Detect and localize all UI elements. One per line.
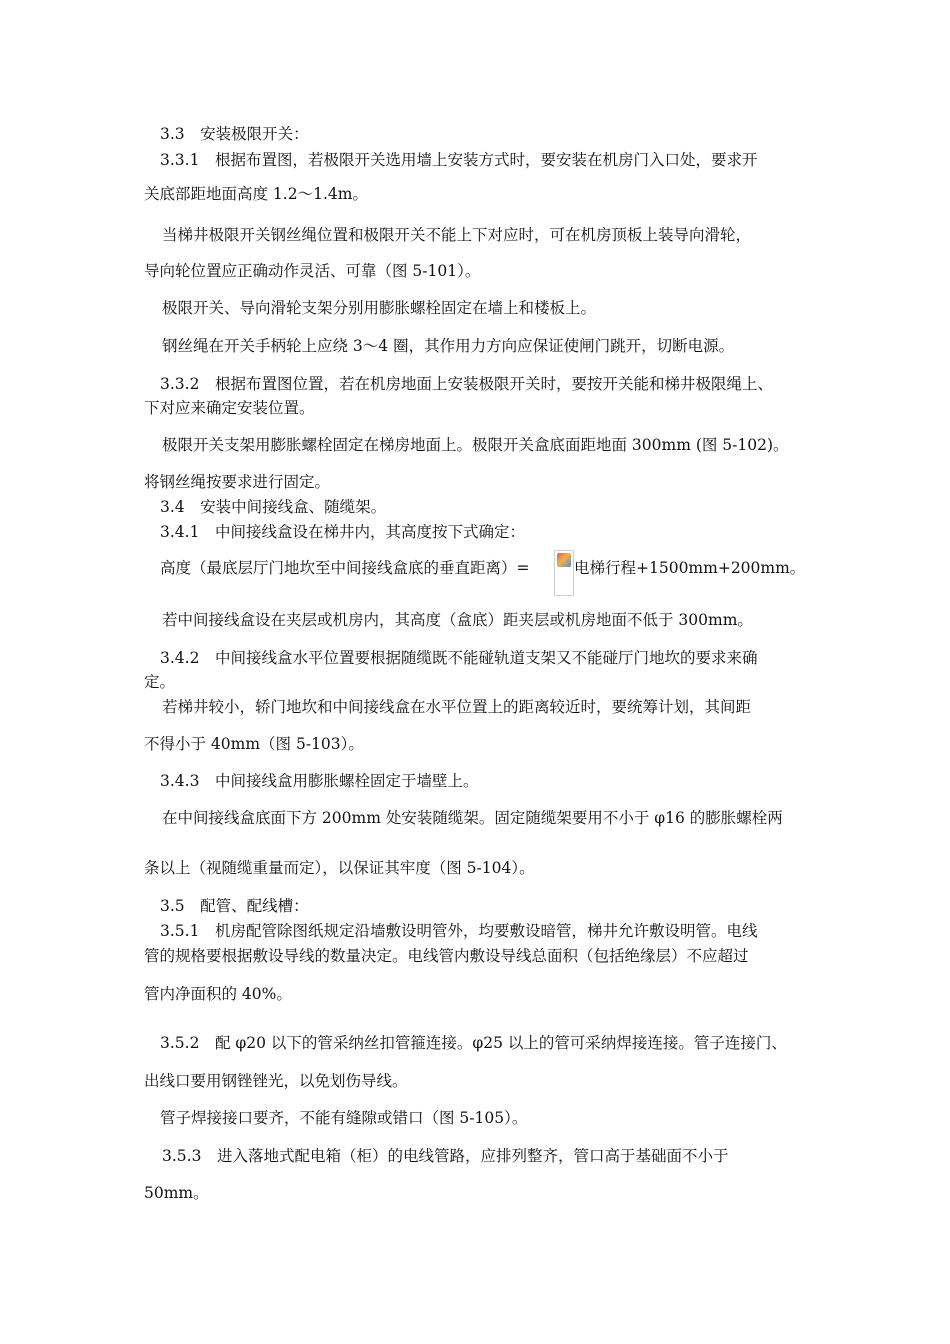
section-3-5-heading: 3.5 配管、配线槽： [160,897,309,915]
paragraph: 不得小于 40mm（图 5-103）。 [144,735,364,753]
paragraph: 若梯井较小，轿门地坎和中间接线盒在水平位置上的距离较近时，要统筹计划，其间距 [162,698,752,716]
formula-right: 电梯行程+1500mm+200mm。 [574,559,806,577]
paragraph: 3.3.1 根据布置图，若极限开关选用墙上安装方式时，要安装在机房门入口处，要求开 [160,151,758,169]
paragraph: 3.4.3 中间接线盒用膨胀螺栓固定于墙壁上。 [160,772,479,790]
paragraph: 3.5.1 机房配管除图纸规定沿墙敷设明管外，均要敷设暗管，梯井允许敷设明管。电线 [160,922,758,940]
paragraph: 在中间接线盒底面下方 200mm 处安装随缆架。固定随缆架要用不小于 φ16 的膨胀螺栓两 [162,809,783,827]
paragraph: 管子焊接接口要齐，不能有缝隙或错口（图 5-105）。 [160,1109,528,1127]
paragraph: 50mm。 [144,1184,209,1202]
paragraph: 关底部距地面高度 1.2～1.4m。 [144,185,368,203]
paragraph: 3.5.3 进入落地式配电箱（柜）的电线管路，应排列整齐，管口高于基础面不小于 [162,1147,729,1165]
paragraph: 导向轮位置应正确动作灵活、可靠（图 5-101）。 [144,262,481,280]
paragraph: 当梯井极限开关钢丝绳位置和极限开关不能上下对应时，可在机房顶板上装导向滑轮， [162,226,752,244]
paragraph: 定。 [144,673,176,691]
paragraph: 下对应来确定安装位置。 [144,399,315,417]
paragraph: 极限开关支架用膨胀螺栓固定在梯房地面上。极限开关盒底面距地面 300mm (图 5-102)。 [162,436,789,454]
paragraph: 出线口要用钢锉锉光，以免划伤导线。 [144,1072,408,1090]
paragraph: 钢丝绳在开关手柄轮上应绕 3～4 圈，其作用力方向应保证使闸门跳开，切断电源。 [162,337,735,355]
section-3-4-heading: 3.4 安装中间接线盒、随缆架。 [160,498,387,516]
paragraph: 3.4.2 中间接线盒水平位置要根据随缆既不能碰轨道支架又不能碰厅门地坎的要求来确 [160,649,758,667]
paragraph: 3.4.1 中间接线盒设在梯井内，其高度按下式确定： [160,523,525,541]
formula-left: 高度（最底层厅门地坎至中间接线盒底的垂直距离）= [160,559,530,577]
broken-image-icon [554,550,574,596]
paragraph: 3.3.2 根据布置图位置，若在机房地面上安装极限开关时，要按开关能和梯井极限绳上、 [160,375,773,393]
section-3-3-heading: 3.3 安装极限开关： [160,125,309,143]
paragraph: 将钢丝绳按要求进行固定。 [144,473,331,491]
paragraph: 3.5.2 配 φ20 以下的管采纳丝扣管箍连接。φ25 以上的管可采纳焊接连接。管子连接门、 [160,1034,787,1052]
paragraph: 条以上（视随缆重量而定），以保证其牢度（图 5-104）。 [144,859,535,877]
paragraph: 若中间接线盒设在夹层或机房内，其高度（盒底）距夹层或机房地面不低于 300mm。 [162,611,753,629]
paragraph: 管内净面积的 40%。 [144,985,292,1003]
paragraph: 极限开关、导向滑轮支架分别用膨胀螺栓固定在墙上和楼板上。 [162,299,597,317]
paragraph: 管的规格要根据敷设导线的数量决定。电线管内敷设导线总面积（包括绝缘层）不应超过 [144,947,749,965]
